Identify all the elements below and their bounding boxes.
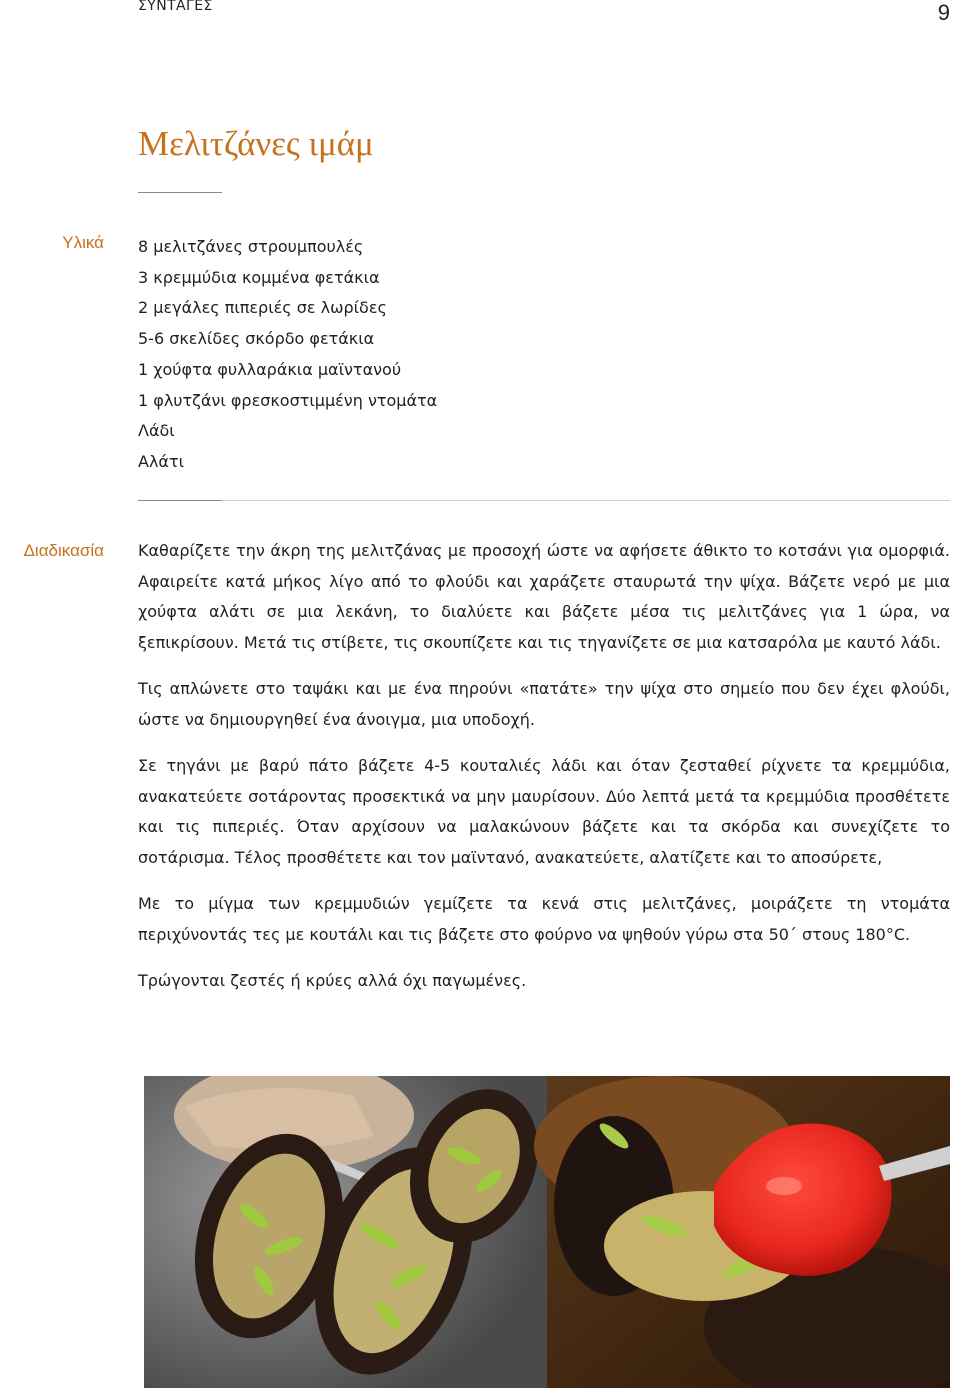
- title-divider-short: [138, 192, 222, 193]
- ingredient-item: 1 φλυτζάνι φρεσκοστιμμένη ντομάτα: [138, 390, 438, 410]
- ingredient-item: 3 κρεμμύδια κομμένα φετάκια: [138, 267, 380, 287]
- method-text: [138, 536, 950, 1013]
- ingredient-item: 5-6 σκελίδες σκόρδο φετάκια: [138, 329, 375, 349]
- section-divider-short: [138, 500, 222, 501]
- method-paragraph: Σε τηγάνι με βαρύ πάτο βάζετε 4-5 κουταλιές λάδι και όταν ζεσταθεί ρίχνετε τα κρεμμύδια, ανακατεύετε σοτάροντας προσεκτικά να μην μαυρίσουν. Δύο λεπτά μετά τα κρεμμύδια προσθέτετε και τις πιπεριές. Όταν αρχίσουν να μαλακώνουν βάζετε και τα σκόρδα και συνεχίζετε το σοτάρισμα. Τέλος προσθέτετε και τον μαϊντανό, ανακατεύετε, αλατίζετε και το αποσύρετε,: [138, 756, 950, 867]
- method-paragraph: Τρώγονται ζεστές ή κρύες αλλά όχι παγωμένες.: [138, 971, 527, 990]
- ingredients-label: Υλικά: [62, 233, 104, 252]
- ingredient-item: 2 μεγάλες πιπεριές σε λωρίδες: [138, 298, 387, 318]
- section-divider-long: [222, 500, 950, 501]
- method-paragraph: Καθαρίζετε την άκρη της μελιτζάνας με προσοχή ώστε να αφήσετε άθικτο το κοτσάνι για ομορφιά. Αφαιρείτε κατά μήκος λίγο από το φλούδι και χαράζετε σταυρωτά την ψίχα. Βάζετε νερό με μια χούφτα αλάτι σε μια λεκάνη, το διαλύετε και βάζετε μέσα τις μελιτζάνες για 1 ώρα, να ξεπικρίσουν. Μετά τις στίβετε, τις σκουπίζετε και τις τηγανίζετε σε μια κατσαρόλα με καυτό λάδι.: [138, 541, 950, 652]
- method-paragraph: Τις απλώνετε στο ταψάκι και με ένα πηρούνι «πατάτε» την ψίχα στο σημείο που δεν έχει φλούδι, ώστε να δημιουργηθεί ένα άνοιγμα, μια υποδοχή.: [138, 679, 950, 729]
- running-head: ΣΥΝΤΑΓΕΣ: [138, 0, 213, 14]
- ingredients-list: [138, 232, 437, 478]
- method-paragraph: Με το μίγμα των κρεμμυδιών γεμίζετε τα κενά στις μελιτζάνες, μοιράζετε τη ντομάτα περιχύνοντάς τες με κουτάλι και τις βάζετε στο φούρνο να ψηθούν γύρω στα 50΄ στους 180°C.: [138, 894, 950, 944]
- ingredient-item: 1 χούφτα φυλλαράκια μαϊντανού: [138, 359, 402, 379]
- method-label: Διαδικασία: [23, 541, 104, 560]
- ingredient-item: Λάδι: [138, 421, 175, 441]
- recipe-title: Μελιτζάνες ιμάμ: [138, 124, 374, 163]
- recipe-photo: [144, 1076, 950, 1388]
- ingredient-item: 8 μελιτζάνες στρουμπουλές: [138, 237, 364, 256]
- page-number: 9: [937, 0, 950, 25]
- ingredient-item: Αλάτι: [138, 451, 185, 471]
